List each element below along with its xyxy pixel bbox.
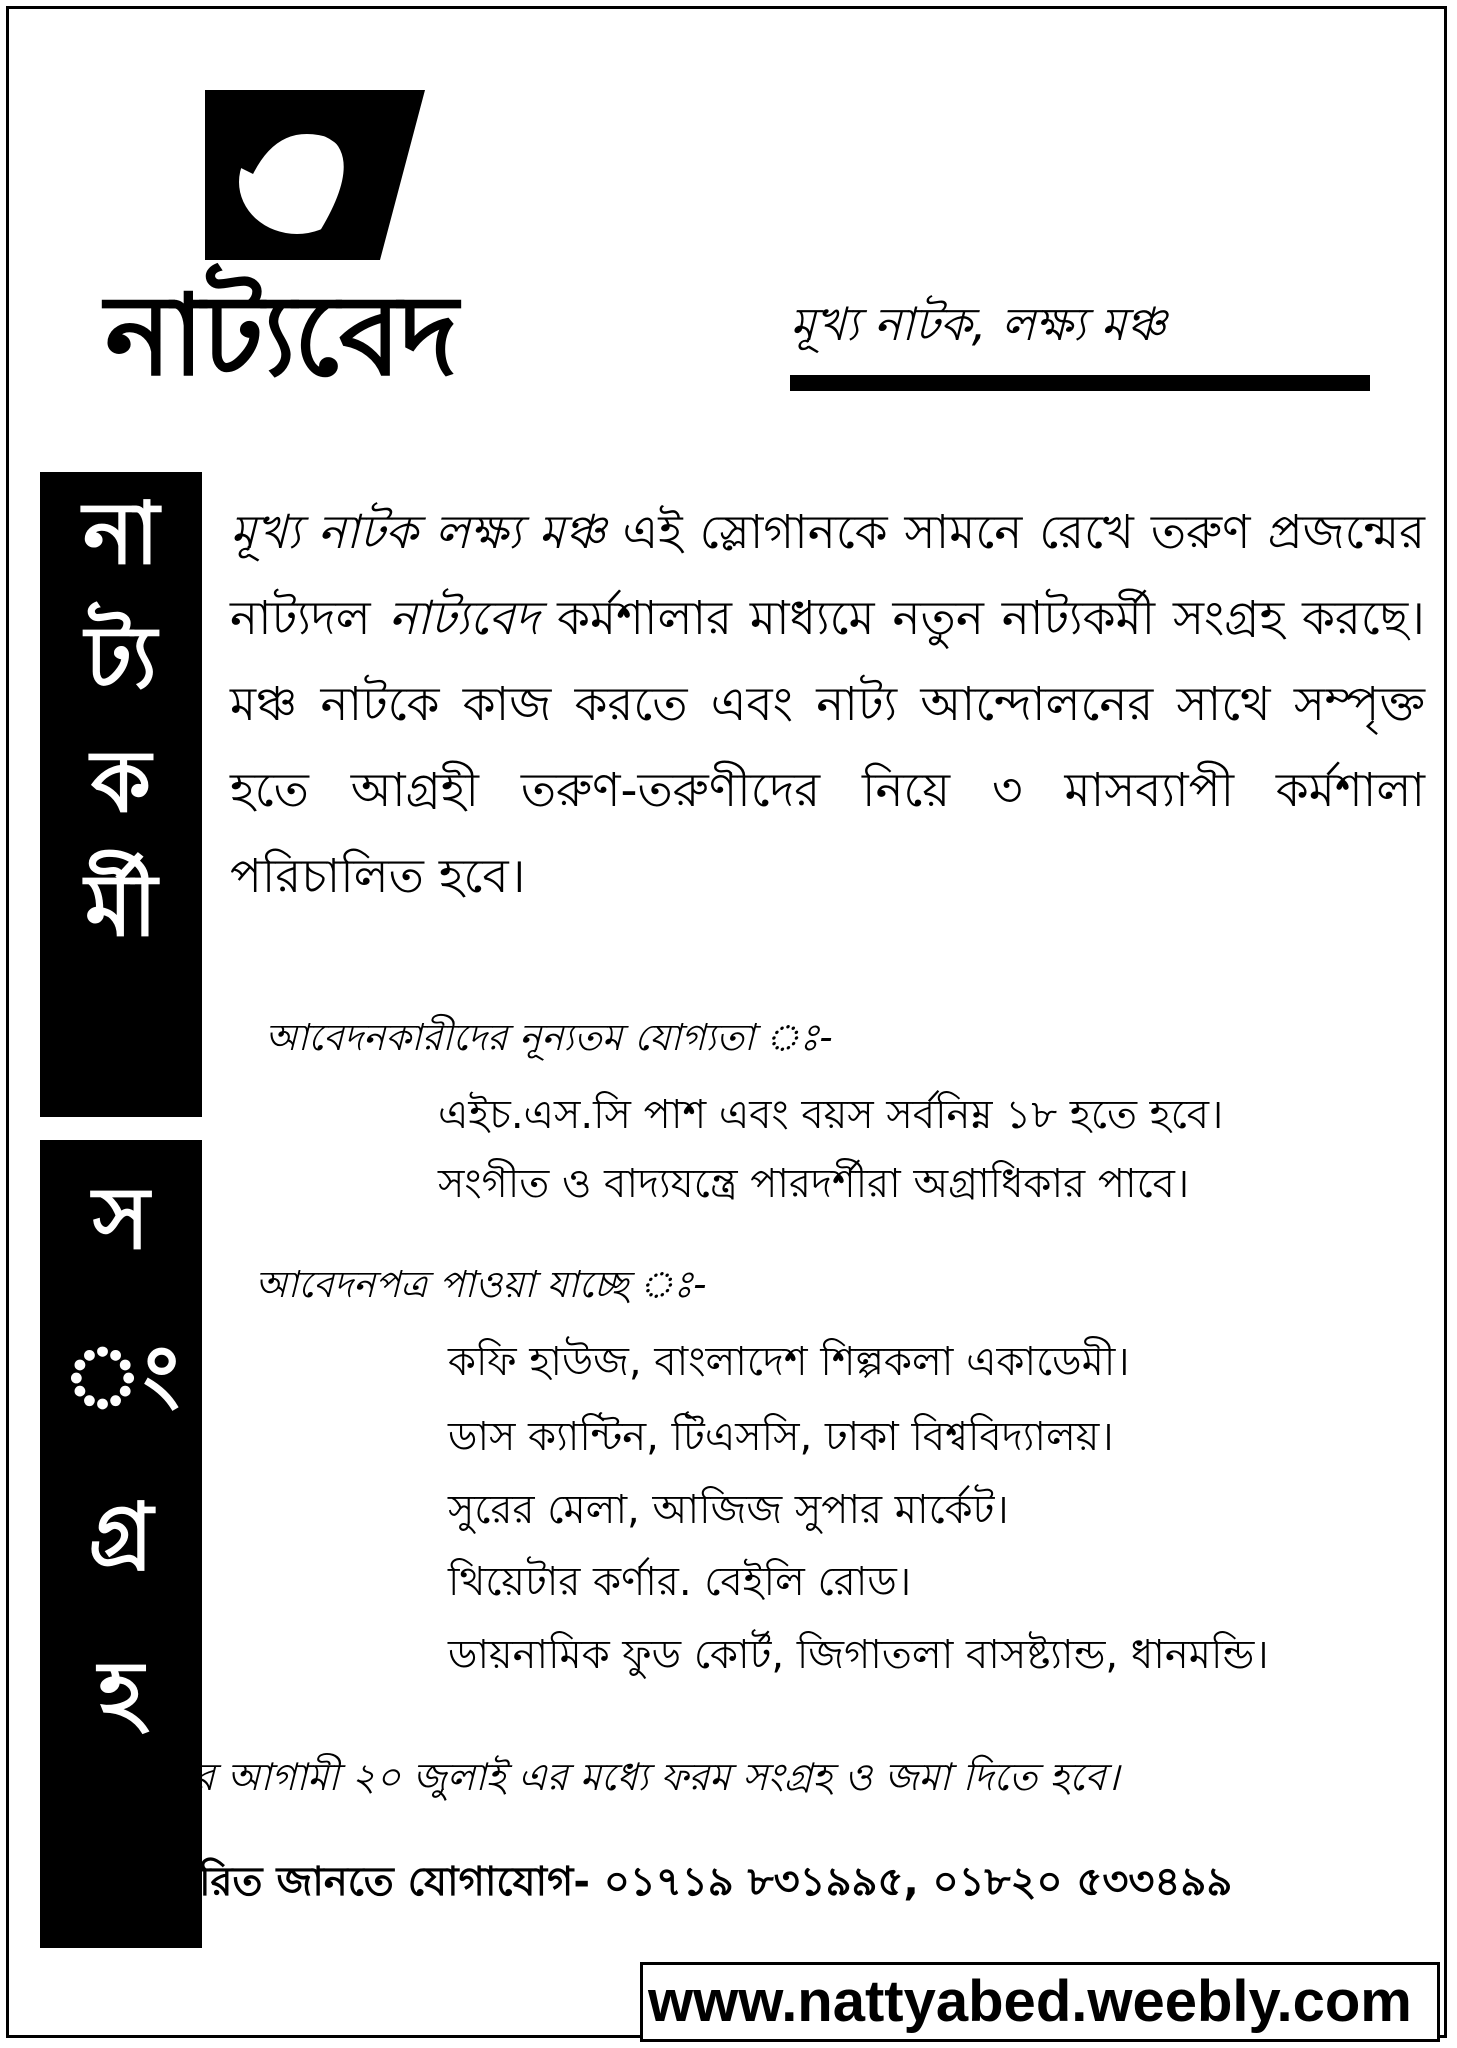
vertical-char: র্মী: [84, 856, 158, 956]
vertical-char: ক: [90, 732, 152, 832]
vertical-char: ং: [62, 1327, 180, 1427]
vertical-char: হ: [98, 1643, 144, 1743]
intro-text: এই স্লোগানকে সামনে রেখে তরুণ প্রজন্মের নাট্যদল: [230, 505, 1426, 646]
forms-heading: আবেদনপত্র পাওয়া যাচ্ছে ঃ-: [255, 1263, 707, 1306]
natyabed-logo-icon: [205, 90, 425, 260]
website-url[interactable]: www.nattyabed.weebly.com: [648, 1969, 1412, 2034]
qualifications-heading: আবেদনকারীদের নূন্যতম যোগ্যতা ঃ-: [265, 1016, 833, 1059]
vertical-char: ট্য: [85, 608, 157, 708]
vertical-title-natyakormi: [40, 472, 202, 1117]
qualification-item: এইচ.এস.সি পাশ এবং বয়স সর্বনিম্ন ১৮ হতে হবে।: [438, 1092, 1224, 1138]
qualification-item: সংগীত ও বাদ্যযন্ত্রে পারদর্শীরা অগ্রাধিকার পাবে।: [438, 1161, 1190, 1207]
form-location-item: ডাস ক্যান্টিন, টিএসসি, ঢাকা বিশ্ববিদ্যালয়।: [448, 1414, 1114, 1460]
form-location-item: সুরের মেলা, আজিজ সুপার মার্কেট।: [448, 1487, 1009, 1533]
vertical-char: স: [92, 1169, 150, 1269]
form-location-item: কফি হাউজ, বাংলাদেশ শিল্পকলা একাডেমী।: [448, 1339, 1130, 1385]
intro-paragraph: [230, 490, 1425, 920]
intro-troupe-name: নাট্যবেদ: [388, 591, 540, 646]
vertical-char: না: [82, 484, 160, 584]
intro-slogan: মূখ্য নাটক লক্ষ্য মঞ্চ: [230, 505, 606, 560]
slogan-underline: [790, 375, 1370, 391]
intro-text: কর্মশালার মাধ্যমে নতুন নাট্যকর্মী সংগ্রহ করছে। মঞ্চ নাটকে কাজ করতে এবং নাট্য আন্দোলনের সাথে সম্পৃক্ত হতে আগ্রহী তরুণ-তরুণীদের নিয়ে ৩ মাসব্যাপী কর্মশালা পরিচালিত হবে।: [230, 591, 1425, 904]
form-location-item: ডায়নামিক ফুড কোর্ট, জিগাতলা বাসষ্ট্যান্ড, ধানমন্ডি।: [448, 1632, 1269, 1678]
form-location-item: থিয়েটার কর্ণার. বেইলি রোড।: [448, 1559, 912, 1605]
vertical-title-songroho: [40, 1140, 202, 1948]
deadline-text: আগ্রহীদের আগামী ২০ জুলাই এর মধ্যে ফরম সংগ্রহ ও জমা দিতে হবে।: [55, 1755, 1120, 1799]
contact-info: বিস্তারিত জানতে যোগাযোগ- ০১৭১৯ ৮৩১৯৯৫, ০১৮২০ ৫৩৩৪৯৯: [125, 1859, 1233, 1905]
slogan-text: মূখ্য নাটক, লক্ষ্য মঞ্চ: [790, 297, 1167, 351]
logo-wordmark: নাট্যবেদ: [105, 271, 457, 401]
vertical-char: গ্র: [88, 1485, 154, 1585]
